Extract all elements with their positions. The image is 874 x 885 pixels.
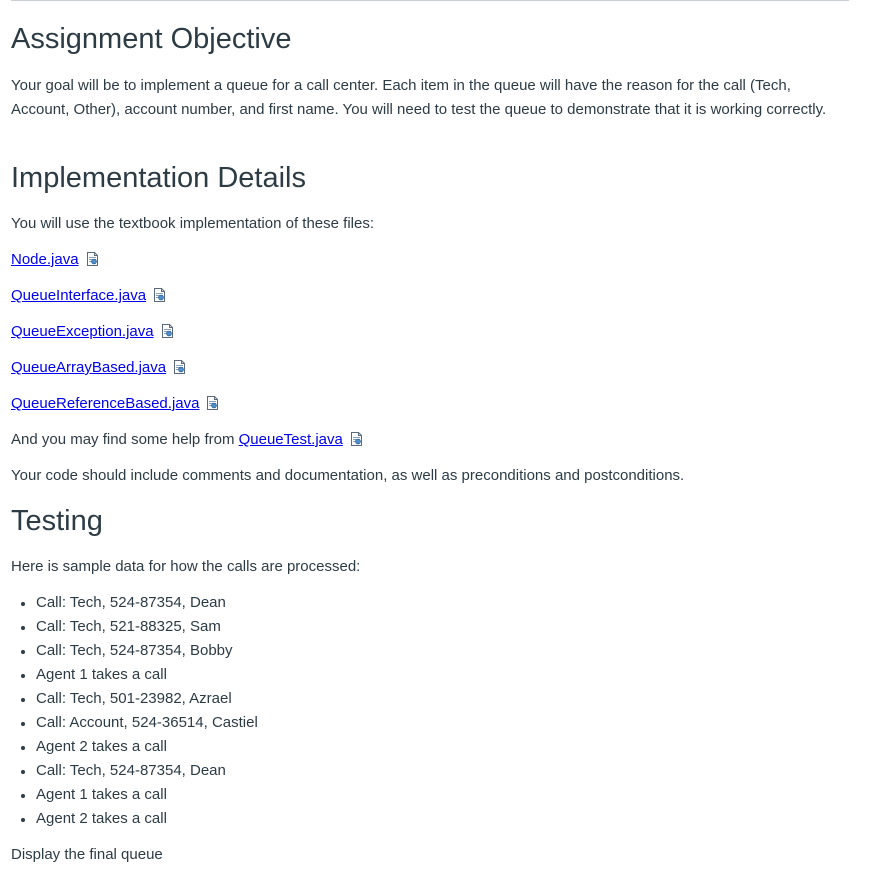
preview-icon[interactable] [86,252,99,266]
preview-icon[interactable] [161,324,174,338]
documentation-note: Your code should include comments and documentation, as well as preconditions and postconditions. [11,467,685,484]
top-divider [11,0,849,1]
implementation-heading: Implementation Details [11,162,306,194]
file-row-node [11,248,841,272]
testing-heading: Testing [11,505,103,537]
file-link-queueinterface[interactable]: QueueInterface.java [11,287,147,304]
file-row-queueinterface [11,284,841,308]
preview-icon[interactable] [173,360,186,374]
file-link-queueexception[interactable]: QueueException.java [11,323,154,340]
list-item: Call: Account, 524-36514, Castiel [11,711,611,735]
objective-text: Your goal will be to implement a queue for a call center. Each item in the queue will have the reason for the call (Tech, Account, Other), account number, and first name. You will need to test the queue to demonstrate that it is working correctly. [11,77,827,118]
list-item: Call: Tech, 524-87354, Bobby [11,639,611,663]
testing-footer: Display the final queue [11,846,163,863]
file-link-node[interactable]: Node.java [11,251,79,268]
file-row-queueexception [11,320,841,344]
list-item: Agent 1 takes a call [11,663,611,687]
file-row-queuearraybased [11,356,841,380]
file-link-queuetest[interactable]: QueueTest.java [238,431,343,448]
list-item: Call: Tech, 521-88325, Sam [11,615,611,639]
file-link-queuereferencebased[interactable]: QueueReferenceBased.java [11,395,200,412]
list-item: Agent 2 takes a call [11,807,611,831]
preview-icon[interactable] [350,432,363,446]
file-row-queuereferencebased [11,392,841,416]
sample-call-list [11,591,611,831]
help-line [11,428,841,452]
help-prefix: And you may find some help from [11,431,239,448]
list-item: Call: Tech, 524-87354, Dean [11,591,611,615]
testing-intro: Here is sample data for how the calls are processed: [11,558,361,575]
file-link-queuearraybased[interactable]: QueueArrayBased.java [11,359,167,376]
list-item: Agent 1 takes a call [11,783,611,807]
implementation-intro: You will use the textbook implementation of these files: [11,215,374,232]
preview-icon[interactable] [206,396,219,410]
list-item: Call: Tech, 501-23982, Azrael [11,687,611,711]
objective-heading: Assignment Objective [11,23,292,55]
list-item: Call: Tech, 524-87354, Dean [11,759,611,783]
list-item: Agent 2 takes a call [11,735,611,759]
preview-icon[interactable] [153,288,166,302]
